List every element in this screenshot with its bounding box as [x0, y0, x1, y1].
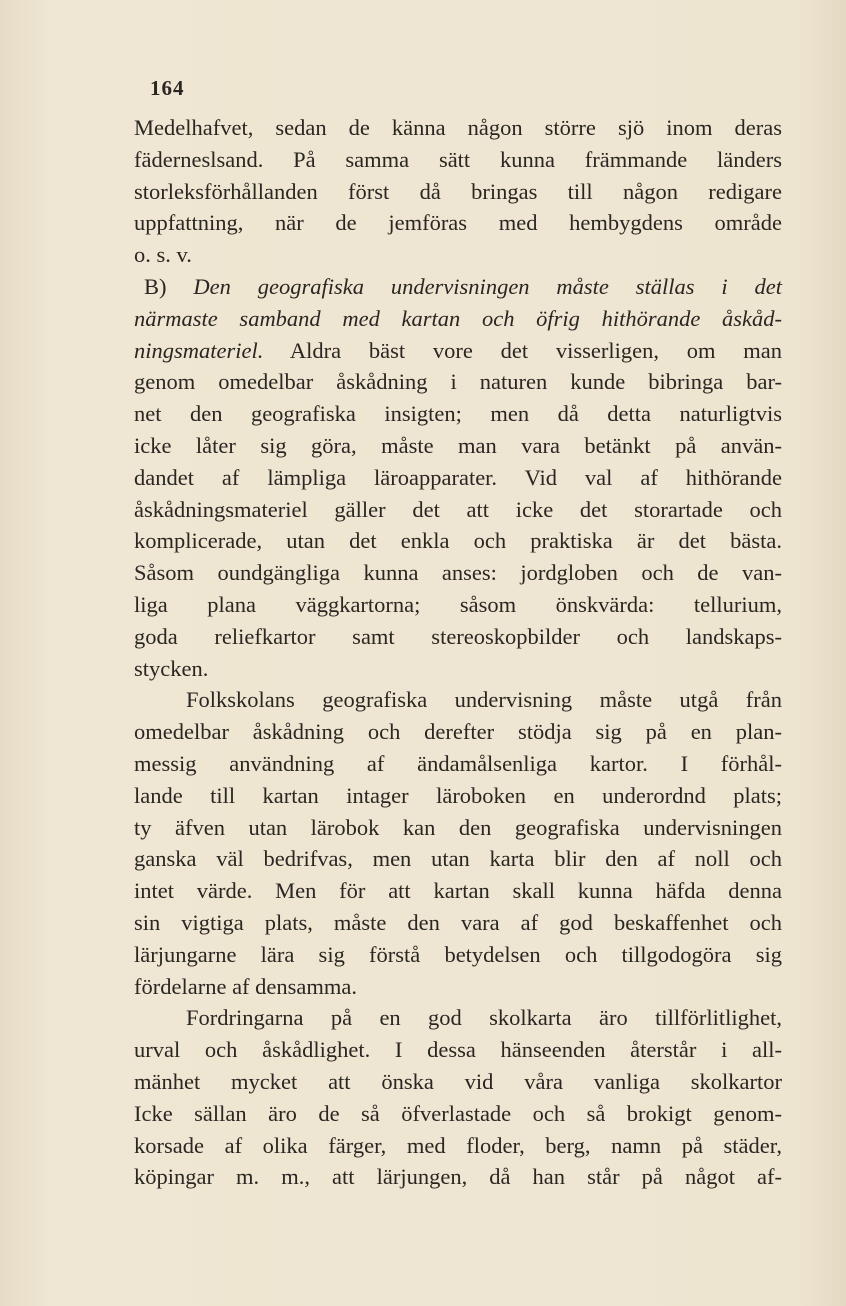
text-line [134, 716, 782, 748]
line-text: Folkskolans geografiska undervisning måste utgå från [186, 687, 782, 713]
line-text: storleksförhållanden först då bringas till någon redigare [134, 178, 782, 204]
line-text: uppfattning, när de jemföras med hembygdens område [134, 210, 782, 236]
text-line [134, 1034, 782, 1066]
italic-text: ningsmateriel. [134, 337, 264, 363]
line-text: köpingar m. m., att lärjungen, då han står på något af- [134, 1164, 782, 1190]
text-line [134, 1161, 782, 1193]
text-line [134, 1098, 782, 1130]
text-line [134, 366, 782, 398]
text-line [134, 144, 782, 176]
text-line [134, 748, 782, 780]
line-text: dandet af lämpliga läroapparater. Vid val af hithörande [134, 464, 782, 490]
text-line [134, 239, 782, 271]
text-line [134, 1130, 782, 1162]
text-line [134, 462, 782, 494]
line-text: fäderneslsand. På samma sätt kunna främmande länders [134, 146, 782, 172]
line-text: komplicerade, utan det enkla och praktiska är det bästa. [134, 528, 782, 554]
line-text: urval och åskådlighet. I dessa hänseenden återstår i all- [134, 1037, 782, 1063]
line-text: fördelarne af densamma. [134, 973, 358, 999]
page-number: 164 [150, 76, 185, 100]
line-text: sin vigtiga plats, måste den vara af god beskaffenhet och [134, 909, 782, 935]
text-line [134, 112, 782, 144]
italic-text: Den geografiska undervisningen måste ställas i det [193, 273, 783, 299]
text-line [134, 398, 782, 430]
line-text: lande till kartan intager läroboken en underordnd plats; [134, 782, 782, 808]
line-text: korsade af olika färger, med floder, berg, namn på städer, [134, 1132, 782, 1158]
line-text: ty äfven utan lärobok kan den geografiska undervisningen [134, 814, 782, 840]
text-line [134, 1002, 782, 1034]
line-text: goda reliefkartor samt stereoskopbilder och landskaps- [134, 623, 782, 649]
line-text: o. s. v. [134, 242, 192, 268]
line-text: net den geografiska insigten; men då detta naturligtvis [134, 401, 782, 427]
line-text: omedelbar åskådning och derefter stödja sig på en plan- [134, 719, 782, 745]
text-line [134, 875, 782, 907]
text-line [134, 494, 782, 526]
text-line [134, 684, 782, 716]
line-text: messig användning af ändamålsenliga kartor. I förhål- [134, 750, 782, 776]
body-text [134, 112, 782, 1193]
text-line [134, 621, 782, 653]
line-text: lärjungarne lära sig förstå betydelsen och tillgodogöra sig [134, 941, 782, 967]
text-line [134, 907, 782, 939]
line-text: icke låter sig göra, måste man vara betänkt på använ- [134, 432, 782, 458]
text-line [134, 176, 782, 208]
text-line [134, 589, 782, 621]
line-text: Icke sällan äro de så öfverlastade och så brokigt genom- [134, 1100, 782, 1126]
line-text: genom omedelbar åskådning i naturen kunde bibringa bar- [134, 369, 782, 395]
text-line [134, 525, 782, 557]
text-line [134, 939, 782, 971]
text-line [134, 557, 782, 589]
text-line [134, 653, 782, 685]
line-text: intet värde. Men för att kartan skall kunna häfda denna [134, 878, 782, 904]
line-text: mänhet mycket att önska vid våra vanliga skolkartor [134, 1068, 782, 1094]
line-text: Aldra bäst vore det visserligen, om man [263, 337, 782, 363]
line-text: ganska väl bedrifvas, men utan karta blir den af noll och [134, 846, 782, 872]
line-text: Såsom oundgängliga kunna anses: jordgloben och de van- [134, 560, 782, 586]
italic-text: närmaste samband med kartan och öfrig hithörande åskåd- [134, 305, 782, 331]
line-text: Medelhafvet, sedan de känna någon större sjö inom deras [134, 115, 782, 140]
line-text: liga plana väggkartorna; såsom önskvärda: tellurium, [134, 591, 782, 617]
line-text: B) [144, 273, 194, 299]
text-line [134, 843, 782, 875]
text-line [134, 812, 782, 844]
text-line [134, 780, 782, 812]
text-line [134, 207, 782, 239]
text-line [134, 335, 782, 367]
text-line [134, 430, 782, 462]
line-text: åskådningsmateriel gäller det att icke det storartade och [134, 496, 782, 522]
line-text: stycken. [134, 655, 209, 681]
text-line [134, 1066, 782, 1098]
text-line [134, 971, 782, 1003]
text-line [134, 271, 782, 303]
line-text: Fordringarna på en god skolkarta äro tillförlitlighet, [186, 1005, 782, 1031]
text-line [134, 303, 782, 335]
